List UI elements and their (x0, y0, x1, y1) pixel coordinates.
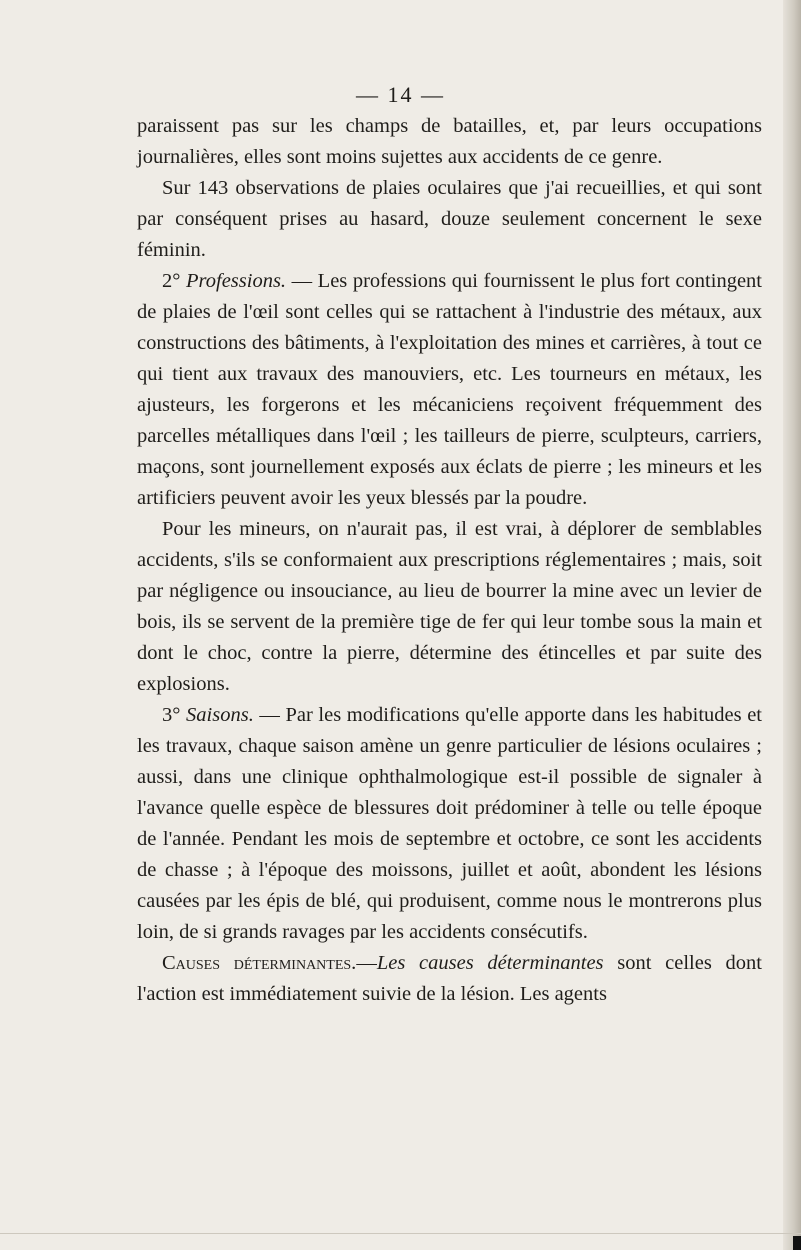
paragraph-professions (137, 266, 762, 514)
page-number-header: — 14 — (356, 82, 445, 107)
section-number: 3° (162, 704, 187, 726)
bottom-rule (0, 1233, 801, 1234)
causes-italic-term: Les causes déterminantes (376, 952, 604, 974)
paragraph-saisons-text: — Par les modifications qu'elle apporte dans les habitudes et les travaux, chaque saison amène un genre particulier de lésions oculaires ; aussi, dans une clinique ophthalmologique est-il possible de signaler à l'avance quelle espèce de blessures doit prédominer à telle ou telle époque de l'année. Pendant les mois de septembre et octobre, ce sont les accidents de chasse ; à l'époque des moissons, juillet et août, abondent les lésions causées par les épis de blé, qui produisent, comme nous le montrerons plus loin, de si grands ravages par les accidents consécutifs. (137, 704, 763, 943)
paragraph-1: paraissent pas sur les champs de batailles, et, par leurs occupations journalières, elles sont moins sujettes aux accidents de ce genre. (137, 115, 762, 168)
em-dash: — (356, 952, 377, 974)
paragraph-mineurs: Pour les mineurs, on n'aurait pas, il est vrai, à déplorer de semblables accidents, s'ils se conformaient aux prescriptions réglementaires ; mais, soit par négligence ou insouciance, au lieu de bourrer la mine avec un levier de bois, ils se servent de la première tige de fer qui leur tombe sous la main et dont le choc, contre la pierre, détermine des étincelles et par suite des explosions. (137, 518, 762, 695)
section-title-saisons: Saisons. (186, 704, 254, 726)
corner-mark (793, 1236, 801, 1250)
paragraph-professions-text: — Les professions qui fournissent le plus fort contingent de plaies de l'œil sont celles qui se rattachent à l'industrie des métaux, aux constructions des bâtiments, à l'exploitation des mines et carrières, à tout ce qui tient aux travaux des manouviers, etc. Les tourneurs en métaux, les ajusteurs, les forgerons et les mécaniciens reçoivent fréquemment des parcelles métalliques dans l'œil ; les tailleurs de pierre, sculpteurs, carriers, maçons, sont journellement exposés aux éclats de pierre ; les mineurs et les artificiers peuvent avoir les yeux blessés par la poudre. (137, 270, 762, 509)
section-heading-causes: Causes déterminantes. (162, 952, 357, 974)
paragraph-saisons (137, 700, 762, 948)
paragraph-2: Sur 143 observations de plaies oculaires que j'ai recueillies, et qui sont par conséquent prises au hasard, douze seulement concernent le sexe féminin. (137, 177, 762, 261)
section-title-professions: Professions. (186, 270, 287, 292)
page-edge (783, 0, 801, 1250)
body-text (137, 111, 762, 1010)
section-number: 2° (162, 270, 187, 292)
paragraph-causes (137, 948, 762, 1010)
paragraph-causes-text: sont celles dont l'action est immédiatement suivie de la lésion. Les agents (137, 952, 763, 1005)
